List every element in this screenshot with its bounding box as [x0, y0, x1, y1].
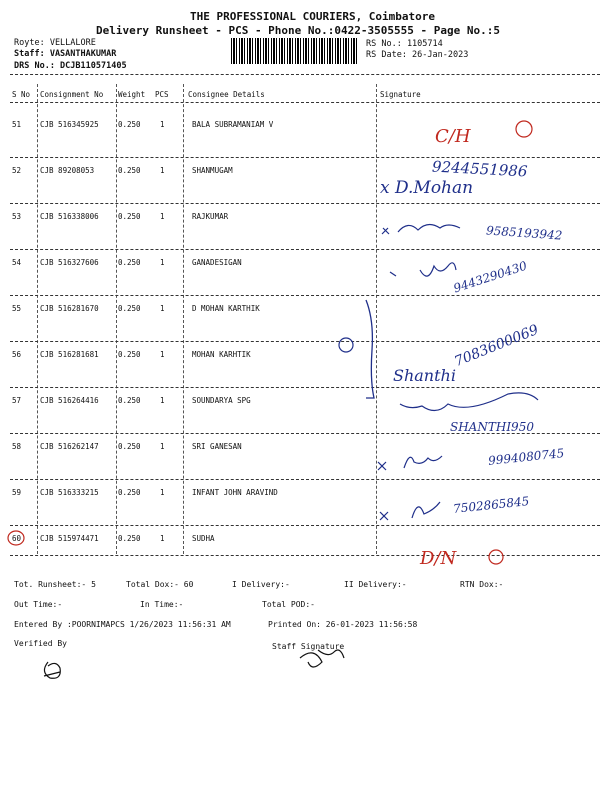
row-weight: 0.250 — [118, 304, 141, 313]
row-sno: 57 — [12, 396, 22, 405]
row-weight: 0.250 — [118, 166, 141, 175]
row-consignee: GANADESIGAN — [192, 258, 242, 267]
col-header-consignment: Consignment No — [40, 90, 104, 99]
handwriting-note: SHANTHI950 — [450, 420, 534, 434]
row-pcs: 1 — [160, 166, 165, 175]
handwriting-phone: 9443290430 — [451, 258, 529, 296]
row-sno: 56 — [12, 350, 22, 359]
row-sno: 54 — [12, 258, 22, 267]
row-pcs: 1 — [160, 488, 165, 497]
row-consignee: SOUNDARYA SPG — [192, 396, 251, 405]
red-circle-mark — [516, 121, 532, 137]
row-consignee: SHANMUGAM — [192, 166, 233, 175]
handwriting-phone: 9244551986 — [431, 157, 528, 181]
row-weight: 0.250 — [118, 442, 141, 451]
row-consignee: INFANT JOHN ARAVIND — [192, 488, 278, 497]
row-consignee: D MOHAN KARTHIK — [192, 304, 260, 313]
handwriting-phone: 7083600069 — [452, 321, 541, 371]
verified-by-label: Verified By — [14, 639, 67, 648]
col-header-details: Consignee Details — [188, 90, 265, 99]
row-consignment-no: CJB 516345925 — [40, 120, 99, 129]
red-circle-mark — [8, 531, 24, 545]
row-sno: 58 — [12, 442, 22, 451]
red-circle-mark — [489, 550, 503, 564]
handwriting-dn: D/N — [420, 548, 457, 569]
row-consignment-no: CJB 515974471 — [40, 534, 99, 543]
out-time: Out Time:- — [14, 600, 63, 609]
row-consignment-no: CJB 516264416 — [40, 396, 99, 405]
col-header-sno: S No — [12, 90, 31, 99]
staff-signature-mark — [300, 650, 344, 667]
row-consignment-no: CJB 516333215 — [40, 488, 99, 497]
row-pcs: 1 — [160, 534, 165, 543]
row-sno: 52 — [12, 166, 22, 175]
signature-scribble — [382, 224, 460, 234]
verified-signature — [44, 662, 60, 678]
row-pcs: 1 — [160, 350, 165, 359]
company-name: THE PROFESSIONAL COURIERS, Coimbatore — [190, 10, 436, 23]
handwriting-phone: 9585193942 — [485, 223, 563, 243]
rs-number: RS No.: 1105714 — [366, 39, 443, 49]
row-weight: 0.250 — [118, 488, 141, 497]
tot-runsheet: Tot. Runsheet:- 5 — [14, 580, 96, 589]
drs-number: DRS No.: DCJB110571405 — [14, 61, 127, 71]
row-consignment-no: CJB 89208053 — [40, 166, 95, 175]
runsheet-subtitle: Delivery Runsheet - PCS - Phone No.:0422-3505555 - Page No.:5 — [96, 24, 500, 37]
row-sno: 53 — [12, 212, 22, 221]
row-sno: 59 — [12, 488, 22, 497]
circle-mark — [339, 338, 353, 352]
row-weight: 0.250 — [118, 212, 141, 221]
row-consignment-no: CJB 516338006 — [40, 212, 99, 221]
rtn-dox: RTN Dox:- — [460, 580, 504, 589]
staff-label: Staff: VASANTHAKUMAR — [14, 49, 117, 59]
row-pcs: 1 — [160, 304, 165, 313]
total-pod: Total POD:- — [262, 600, 315, 609]
row-pcs: 1 — [160, 442, 165, 451]
row-consignment-no: CJB 516281681 — [40, 350, 99, 359]
row-weight: 0.250 — [118, 350, 141, 359]
row-pcs: 1 — [160, 120, 165, 129]
row-weight: 0.250 — [118, 120, 141, 129]
signature-scribble — [400, 393, 538, 411]
ii-delivery: II Delivery:- — [344, 580, 407, 589]
row-consignee: SUDHA — [192, 534, 215, 543]
staff-signature-label: Staff Signature — [272, 642, 345, 651]
rs-date: RS Date: 26-Jan-2023 — [366, 50, 469, 60]
row-consignment-no: CJB 516327606 — [40, 258, 99, 267]
row-weight: 0.250 — [118, 396, 141, 405]
row-sno: 60 — [12, 534, 22, 543]
row-pcs: 1 — [160, 396, 165, 405]
entered-by: Entered By :POORNIMAPCS 1/26/2023 11:56:31 AM — [14, 620, 231, 629]
row-consignee: MOHAN KARHTIK — [192, 350, 251, 359]
in-time: In Time:- — [140, 600, 184, 609]
row-consignment-no: CJB 516281670 — [40, 304, 99, 313]
row-pcs: 1 — [160, 258, 165, 267]
row-weight: 0.250 — [118, 534, 141, 543]
bracket-mark — [366, 300, 374, 398]
route-label: Royte: VELLALORE — [14, 38, 96, 48]
i-delivery: I Delivery:- — [232, 580, 290, 589]
row-pcs: 1 — [160, 212, 165, 221]
signature-scribble — [378, 456, 442, 470]
signature-scribble — [380, 502, 440, 520]
col-header-signature: Signature — [380, 90, 421, 99]
row-consignee: BALA SUBRAMANIAM V — [192, 120, 274, 129]
signature-scribble — [390, 263, 456, 276]
handwriting-ch: C/H — [435, 126, 471, 147]
col-header-pcs: PCS — [155, 90, 169, 99]
row-consignee: SRI GANESAN — [192, 442, 242, 451]
row-consignment-no: CJB 516262147 — [40, 442, 99, 451]
row-sno: 51 — [12, 120, 22, 129]
handwriting-phone: 9994080745 — [487, 446, 565, 468]
row-consignee: RAJKUMAR — [192, 212, 229, 221]
col-header-weight: Weight — [118, 90, 146, 99]
printed-on: Printed On: 26-01-2023 11:56:58 — [268, 620, 418, 629]
handwriting-phone: 7502865845 — [452, 494, 530, 516]
row-sno: 55 — [12, 304, 22, 313]
handwriting-signature: Shanthi — [393, 366, 456, 385]
handwriting-signature: x D.Mohan — [380, 178, 474, 198]
row-weight: 0.250 — [118, 258, 141, 267]
total-dox: Total Dox:- 60 — [126, 580, 194, 589]
